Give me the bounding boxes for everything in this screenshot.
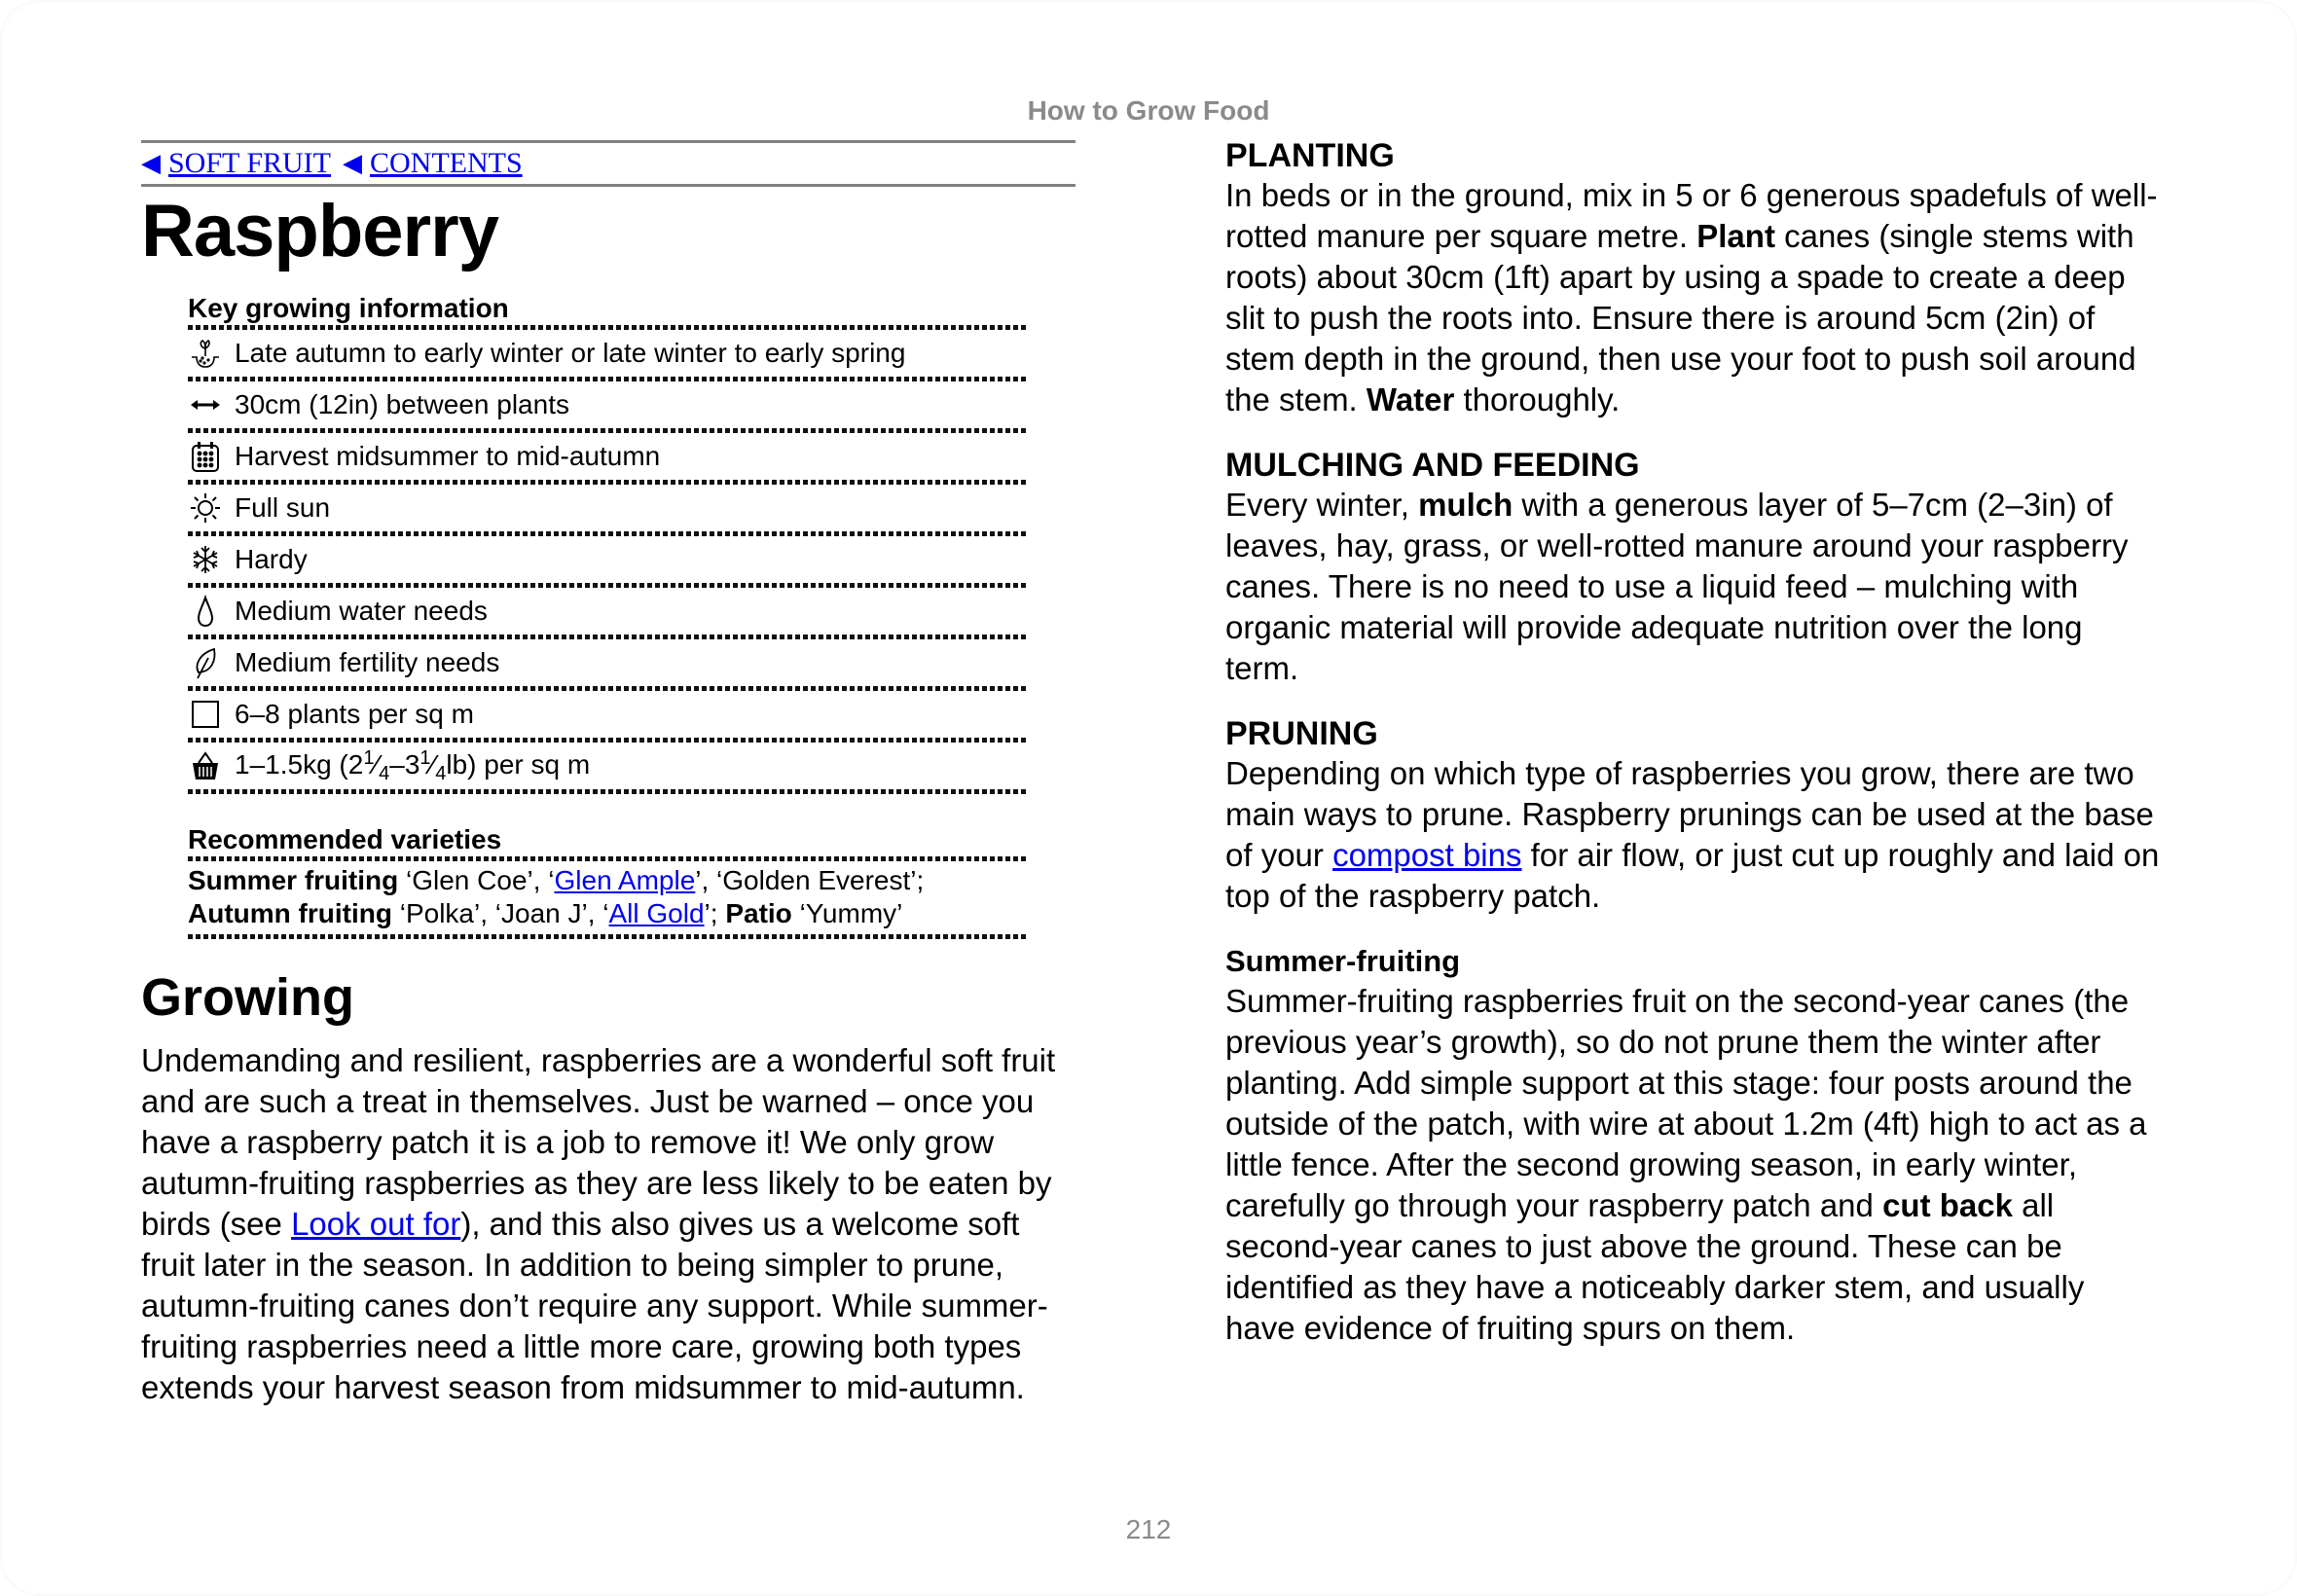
key-info-row-density <box>188 691 1028 738</box>
fraction-numerator: 1 <box>419 746 431 769</box>
leaf-icon <box>188 645 223 680</box>
planting-section <box>1225 136 2160 420</box>
paragraph-text: Summer-fruiting raspberries fruit on the second-year canes (the previous year’s growth), so do not prune them the winter after planting. Add simple support at this stage: four posts around the outside of the patch, with wire at about 1.2m (4ft) high to act as a little fence. After the second growing season, in early winter, carefully go through your raspberry patch and <box>1225 983 2147 1223</box>
key-info-text <box>235 747 590 785</box>
paragraph-text: all second-year canes to just above the ground. These can be identified as they have a noticeably darker stem, and usually have evidence of fruiting spurs on them. <box>1225 1187 2085 1346</box>
variety-text: ‘Glen Coe’, ‘ <box>398 865 555 895</box>
link-look-out-for[interactable]: Look out for <box>291 1206 461 1242</box>
mulching-paragraph <box>1225 485 2160 689</box>
pruning-section <box>1225 714 2160 917</box>
section-heading-growing: Growing <box>141 968 354 1027</box>
left-triangle-icon: ◀ <box>141 149 161 177</box>
fraction-slash: ⁄ <box>430 748 436 780</box>
heading-summer-fruiting: Summer-fruiting <box>1225 944 1461 978</box>
yield-text: lb) per sq m <box>446 748 591 780</box>
basket-icon <box>188 748 223 783</box>
paragraph-text: Every winter, <box>1225 487 1419 523</box>
summer-fruiting-section <box>1225 942 2160 1349</box>
key-info-row-yield <box>188 743 1028 789</box>
heading-pruning: PRUNING <box>1225 715 1378 752</box>
running-head: How to Grow Food <box>1027 95 1270 126</box>
variety-type-label: Autumn fruiting <box>188 898 392 928</box>
yield-text: 1–1.5kg (2 <box>235 748 364 780</box>
key-info-heading: Key growing information <box>188 293 509 323</box>
planting-paragraph <box>1225 175 2160 420</box>
yield-text: –3 <box>389 748 420 780</box>
varieties-list <box>188 861 1028 934</box>
left-column <box>141 140 1076 1408</box>
growing-paragraph <box>141 1040 1076 1408</box>
recommended-varieties <box>188 823 1028 939</box>
calendar-icon <box>188 439 223 474</box>
key-info-text: Harvest midsummer to mid-autumn <box>235 441 661 471</box>
bold-term: Plant <box>1696 218 1775 254</box>
variety-text: ’, ‘Golden Everest’; <box>695 865 925 895</box>
key-info-text: Hardy <box>235 544 308 574</box>
spacing-arrow-icon <box>188 387 223 422</box>
key-info-row-hardiness <box>188 536 1028 583</box>
paragraph-text: In beds or in the ground, mix in 5 or 6 generous spadefuls of well-rotted manure per square metre. <box>1225 177 2158 254</box>
key-info-row-fertility <box>188 639 1028 686</box>
paragraph-text: for air flow, or just cut up roughly and laid on top of the raspberry patch. <box>1225 837 2160 914</box>
dotted-divider <box>188 934 1028 939</box>
variety-type-label: Summer fruiting <box>188 865 399 895</box>
fraction-slash: ⁄ <box>374 748 380 780</box>
heading-planting: PLANTING <box>1225 137 1395 174</box>
nav-link-soft-fruit[interactable] <box>141 147 331 180</box>
water-drop-icon <box>188 594 223 629</box>
link-all-gold[interactable]: All Gold <box>608 898 705 928</box>
variety-text: ‘Yummy’ <box>791 898 903 928</box>
paragraph-text: ), and this also gives us a welcome soft fruit later in the season. In addition to being simpler to prune, autumn-fruiting canes don’t require any support. While summer-fruiting raspberries need a little more care, growing both types extends your harvest season from midsummer to mid-autumn. <box>141 1206 1048 1405</box>
fraction-numerator: 1 <box>363 746 375 769</box>
variety-type-label: Patio <box>725 898 792 928</box>
key-info-text: Late autumn to early winter or late winter to early spring <box>235 338 906 368</box>
page-title: Raspberry <box>141 190 498 272</box>
paragraph-text: Depending on which type of raspberries you grow, there are two main ways to prune. Raspberry prunings can be used at the base of your <box>1225 755 2154 873</box>
key-info-row-water <box>188 588 1028 635</box>
heading-mulching: MULCHING AND FEEDING <box>1225 447 1640 484</box>
right-column <box>1225 136 2160 1374</box>
left-triangle-icon: ◀ <box>343 149 362 177</box>
key-info-row-planting <box>188 330 1028 377</box>
bold-term: cut back <box>1882 1187 2013 1223</box>
key-info-row-spacing <box>188 381 1028 428</box>
breadcrumb-nav <box>141 140 1076 187</box>
sun-icon <box>188 490 223 526</box>
variety-text: ‘Polka’, ‘Joan J’, ‘ <box>391 898 609 928</box>
key-info-text: 30cm (12in) between plants <box>235 389 569 419</box>
summer-fruiting-paragraph <box>1225 981 2160 1349</box>
paragraph-text: with a generous layer of 5–7cm (2–3in) of leaves, hay, grass, or well-rotted manure around your raspberry canes. There is no need to use a liquid feed – mulching with organic material will provide adequate nutrition over the long term. <box>1225 487 2129 686</box>
paragraph-text: Undemanding and resilient, raspberries are a wonderful soft fruit and are such a treat in themselves. Just be warned – once you have a raspberry patch it is a job to remove it! We only grow autumn-fruiting raspberries as they are less likely to be eaten by birds (see <box>141 1042 1056 1242</box>
key-info-text: Full sun <box>235 492 331 523</box>
nav-link-label: CONTENTS <box>370 147 523 179</box>
key-info-text: Medium fertility needs <box>235 647 500 677</box>
varieties-summer <box>188 864 1028 897</box>
key-info-text: 6–8 plants per sq m <box>235 699 474 729</box>
snowflake-icon <box>188 542 223 577</box>
key-info-text: Medium water needs <box>235 596 488 626</box>
fraction-denominator: 4 <box>379 762 390 784</box>
variety-text: ’; <box>704 898 726 928</box>
key-info-row-sun <box>188 485 1028 531</box>
link-glen-ample[interactable]: Glen Ample <box>554 865 696 895</box>
fraction-denominator: 4 <box>435 762 447 784</box>
bold-term: mulch <box>1418 487 1513 523</box>
varieties-heading: Recommended varieties <box>188 824 502 854</box>
paragraph-text: canes (single stems with roots) about 30cm (1ft) apart by using a spade to create a deep slit to push the roots into. Ensure there is around 5cm (2in) of stem depth in the ground, then use your foot to push soil around the stem. <box>1225 218 2136 417</box>
page-number: 212 <box>1125 1514 1172 1544</box>
varieties-autumn <box>188 897 1028 930</box>
mulching-section <box>1225 446 2160 689</box>
dotted-divider <box>188 789 1028 794</box>
nav-link-contents[interactable] <box>343 147 523 180</box>
key-growing-info <box>188 292 1028 939</box>
planting-seedling-icon <box>188 336 223 371</box>
key-info-row-harvest <box>188 433 1028 480</box>
link-compost-bins[interactable]: compost bins <box>1332 837 1522 873</box>
square-icon <box>188 697 223 732</box>
bold-term: Water <box>1366 381 1455 417</box>
paragraph-text: thoroughly. <box>1454 381 1621 417</box>
nav-link-label: SOFT FRUIT <box>168 147 331 179</box>
pruning-paragraph <box>1225 753 2160 917</box>
